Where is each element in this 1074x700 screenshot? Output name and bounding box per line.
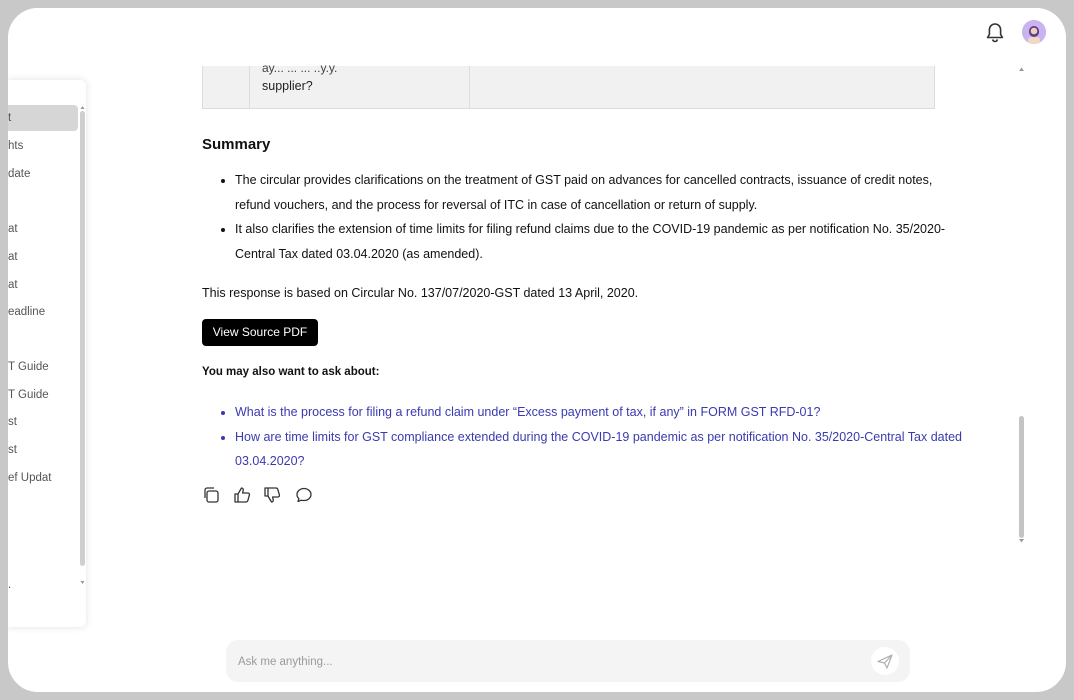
thumbs-up-icon[interactable] <box>233 486 251 504</box>
user-avatar[interactable] <box>1022 20 1046 44</box>
scroll-down-arrow-icon[interactable] <box>1018 538 1025 544</box>
table-cell <box>250 61 470 108</box>
suggestion-link[interactable]: • How are time limits for GST compliance extended during the COVID-19 pandemic as per notification No. 35/2020-Central Tax dated 03.04.2020? <box>235 425 970 474</box>
scroll-down-arrow-icon[interactable] <box>80 580 85 585</box>
sidebar-item[interactable] <box>8 105 78 131</box>
sidebar-item[interactable] <box>8 299 78 325</box>
table-row <box>202 61 935 109</box>
chat-input[interactable] <box>236 640 860 684</box>
suggestions-heading: You may also want to ask about: <box>202 366 380 378</box>
sidebar-item[interactable] <box>8 354 78 380</box>
summary-list <box>202 168 970 266</box>
summary-bullet: • The circular provides clarifications on the treatment of GST paid on advances for cancelled contracts, issuance of credit notes, refund vouchers, and the process for reversal of ITC in case of cancellation or return of supply. <box>235 168 970 217</box>
copy-icon[interactable] <box>202 486 220 504</box>
sidebar-scrollbar[interactable] <box>80 105 85 585</box>
send-icon <box>871 647 899 675</box>
sidebar-item-label: . <box>8 579 12 591</box>
sidebar-item[interactable] <box>8 382 78 408</box>
sidebar-item-label: eadline <box>8 306 46 318</box>
sidebar-item-label: date <box>8 168 31 180</box>
table-cell <box>203 66 250 108</box>
sidebar-item-label: at <box>8 251 18 263</box>
top-bar <box>8 8 1066 66</box>
table-cell-text: supplier? <box>262 79 313 93</box>
bell-icon[interactable] <box>985 22 1005 44</box>
sidebar-item-label: t <box>8 112 12 124</box>
sidebar-item[interactable] <box>8 437 78 463</box>
sidebar <box>8 80 86 627</box>
sidebar-item[interactable] <box>8 572 78 598</box>
sidebar-item[interactable] <box>8 465 78 491</box>
view-source-pdf-button[interactable]: View Source PDF <box>202 319 318 346</box>
suggestions-list <box>202 400 970 474</box>
comment-icon[interactable] <box>295 486 313 504</box>
sidebar-item-label: hts <box>8 140 24 152</box>
send-button[interactable] <box>871 647 899 675</box>
main-scroll-thumb[interactable] <box>1019 416 1024 538</box>
scroll-up-arrow-icon[interactable] <box>80 105 85 110</box>
sidebar-item[interactable] <box>8 161 78 187</box>
sidebar-item-label: st <box>8 444 17 456</box>
thumbs-down-icon[interactable] <box>263 486 281 504</box>
suggestion-link[interactable]: • What is the process for filing a refund claim under “Excess payment of tax, if any” in FORM GST RFD-01? <box>235 400 970 425</box>
sidebar-item[interactable] <box>8 272 78 298</box>
sidebar-item-label: at <box>8 223 18 235</box>
sidebar-item[interactable] <box>8 244 78 270</box>
chat-input-bar <box>226 640 910 682</box>
sidebar-item-label: at <box>8 279 18 291</box>
source-note: This response is based on Circular No. 137/07/2020-GST dated 13 April, 2020. <box>202 286 639 300</box>
sidebar-item[interactable] <box>8 133 78 159</box>
main-scrollbar[interactable] <box>1018 66 1025 544</box>
sidebar-item-label: T Guide <box>8 389 49 401</box>
summary-bullet: • It also clarifies the extension of time limits for filing refund claims due to the COVID-19 pandemic as per notification No. 35/2020-Central Tax dated 03.04.2020 (as amended). <box>235 217 970 266</box>
sidebar-item[interactable] <box>8 409 78 435</box>
scroll-up-arrow-icon[interactable] <box>1018 66 1025 72</box>
sidebar-item-label: st <box>8 416 17 428</box>
sidebar-item[interactable] <box>8 216 78 242</box>
sidebar-item-label: ef Updat <box>8 472 52 484</box>
table-cell-text-fragment: ay... ... ... ..y.y. <box>262 61 338 75</box>
sidebar-scroll-thumb[interactable] <box>80 111 85 566</box>
sidebar-item-label: T Guide <box>8 361 49 373</box>
summary-heading: Summary <box>202 136 271 153</box>
